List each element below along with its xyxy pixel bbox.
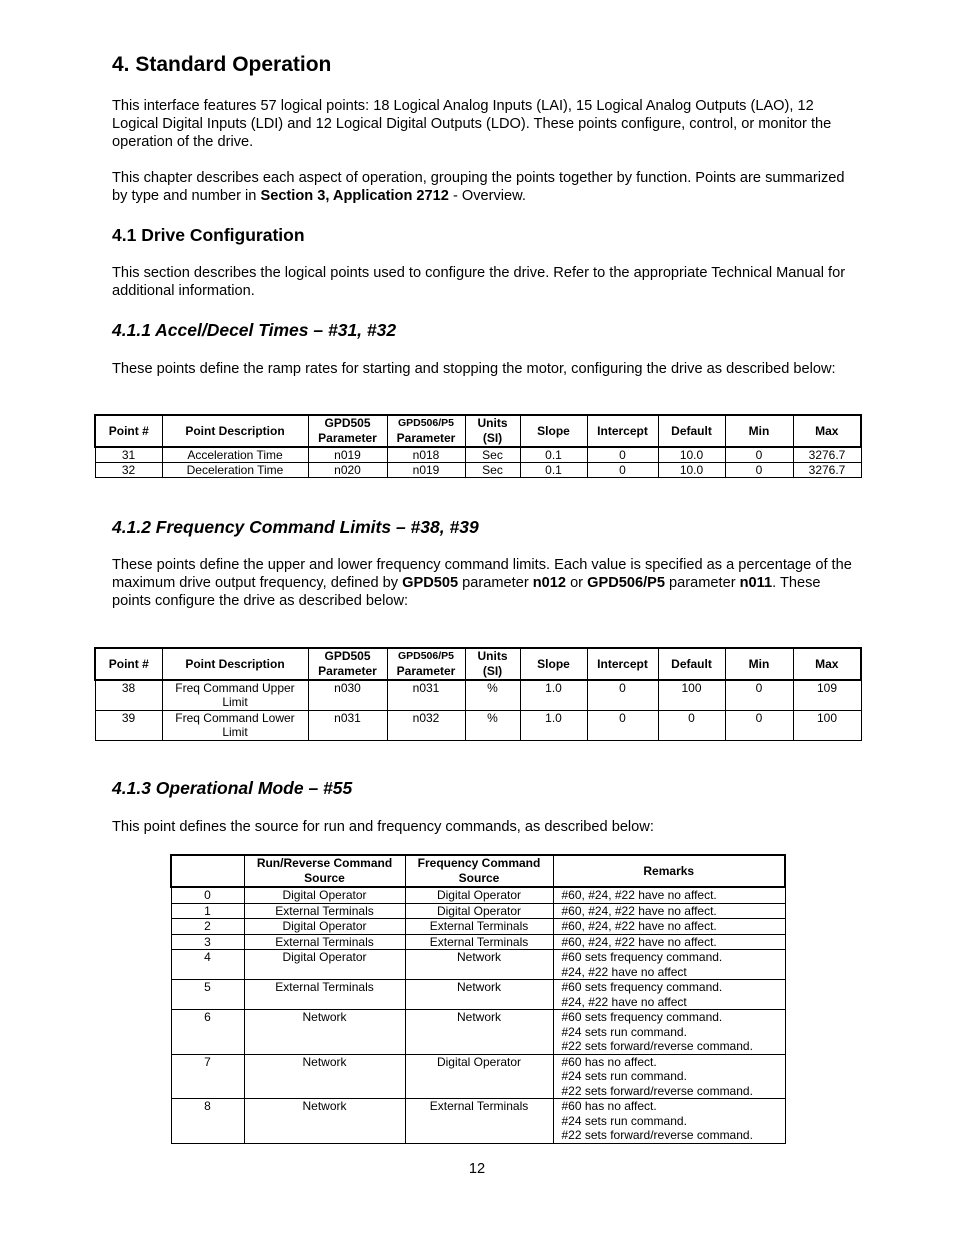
remark-line: #22 sets forward/reverse command. (561, 1128, 753, 1142)
cell-run-source: Digital Operator (244, 950, 405, 980)
cell-max: 3276.7 (793, 447, 861, 463)
remark-line: #60 has no affect. (561, 1054, 657, 1069)
cell-units: Sec (465, 463, 520, 478)
header-value (171, 855, 244, 887)
remark-line: #24 sets run command. (561, 1024, 687, 1039)
table-row (171, 903, 785, 919)
cell-freq-source: External Terminals (405, 934, 553, 950)
cell-max: 100 (793, 710, 861, 740)
table-row (171, 980, 785, 1010)
intro-text: This chapter describes each aspect of operation, grouping the points together by function. Points are summarized by type and number in (112, 170, 845, 204)
header-gpd505-line2: Parameter (318, 664, 377, 678)
header-gpd505-line2: Parameter (318, 431, 377, 445)
remark-line: #24 sets run command. (561, 1113, 687, 1128)
cell-slope: 0.1 (520, 463, 587, 478)
header-min: Min (725, 415, 793, 447)
cell-value: 7 (171, 1054, 244, 1099)
desc-line1: Freq Command Lower (175, 710, 295, 725)
header-min: Min (725, 648, 793, 680)
text-part: parameter (665, 575, 740, 591)
header-units-line2: (SI) (482, 664, 503, 678)
remark-line: #60 has no affect. (561, 1099, 657, 1113)
cell-description: Deceleration Time (162, 463, 308, 478)
cell-remarks (553, 934, 785, 950)
cell-remarks (553, 903, 785, 919)
desc-line2: Limit (222, 724, 248, 739)
section-4-1-heading: 4.1 Drive Configuration (112, 225, 305, 245)
cell-run-source: External Terminals (244, 903, 405, 919)
header-freq-line1: Frequency Command (417, 856, 541, 870)
header-gpd506-line2: Parameter (396, 664, 456, 678)
cell-run-source: Network (244, 1099, 405, 1144)
cell-gpd505: n031 (308, 710, 387, 740)
cell-freq-source: Digital Operator (405, 903, 553, 919)
cell-gpd505: n019 (308, 447, 387, 463)
section-4-1-2-heading: 4.1.2 Frequency Command Limits – #38, #39 (112, 517, 479, 537)
cell-slope: 0.1 (520, 447, 587, 463)
cell-value: 6 (171, 1010, 244, 1055)
cell-freq-source: Digital Operator (405, 1054, 553, 1099)
table-row (171, 1099, 785, 1144)
cell-default: 10.0 (658, 447, 725, 463)
intro-text-end: - Overview. (448, 188, 526, 204)
cell-default: 10.0 (658, 463, 725, 478)
header-gpd506 (387, 648, 465, 680)
cell-intercept: 0 (587, 710, 658, 740)
header-run-line2: Source (304, 871, 345, 885)
remark-line: #60 sets frequency command. (561, 1010, 723, 1024)
cell-max: 109 (793, 680, 861, 710)
remark-line: #60 sets frequency command. (561, 980, 723, 994)
header-max: Max (793, 415, 861, 447)
intro-paragraph-2 (112, 169, 852, 205)
cell-gpd505: n020 (308, 463, 387, 478)
header-description: Point Description (162, 415, 308, 447)
remark-line: #24, #22 have no affect (561, 964, 687, 979)
operational-mode-table (170, 854, 786, 1144)
cell-run-source: Digital Operator (244, 887, 405, 903)
cell-remarks (553, 1099, 785, 1144)
header-default: Default (658, 415, 725, 447)
section-4-1-3-text: This point defines the source for run and frequency commands, as described below: (112, 819, 654, 835)
cell-units: Sec (465, 447, 520, 463)
header-gpd506 (387, 415, 465, 447)
cell-remarks (553, 919, 785, 935)
cell-value: 0 (171, 887, 244, 903)
remark-line: #24 sets run command. (561, 1069, 687, 1083)
header-gpd506-line1: GPD506/P5 (397, 650, 455, 662)
header-units (465, 415, 520, 447)
cell-intercept: 0 (587, 463, 658, 478)
cell-value: 8 (171, 1099, 244, 1144)
header-max: Max (793, 648, 861, 680)
cell-default: 0 (658, 710, 725, 740)
table-row (95, 710, 861, 740)
cell-gpd506: n031 (387, 680, 465, 710)
section-4-1-1-text: These points define the ramp rates for starting and stopping the motor, configuring the drive as described below: (112, 361, 836, 377)
header-remarks: Remarks (553, 855, 785, 887)
header-gpd506-line1: GPD506/P5 (397, 417, 455, 429)
cell-default: 100 (658, 680, 725, 710)
cell-min: 0 (725, 463, 793, 478)
table-row (171, 934, 785, 950)
section-reference: Section 3, Application 2712 (260, 188, 449, 204)
page-number: 12 (468, 1161, 486, 1177)
cell-max: 3276.7 (793, 463, 861, 478)
cell-units: % (465, 710, 520, 740)
cell-gpd506: n019 (387, 463, 465, 478)
cell-intercept: 0 (587, 447, 658, 463)
text-part: or (566, 575, 588, 591)
cell-gpd506: n018 (387, 447, 465, 463)
cell-gpd505: n030 (308, 680, 387, 710)
header-freq-source (405, 855, 553, 887)
header-run-line1: Run/Reverse Command (256, 856, 393, 870)
table-header-row (171, 855, 785, 887)
cell-min: 0 (725, 710, 793, 740)
header-units-line2: (SI) (482, 431, 503, 445)
table-row (171, 887, 785, 903)
header-slope: Slope (520, 415, 587, 447)
section-4-1-1-heading: 4.1.1 Accel/Decel Times – #31, #32 (112, 320, 397, 340)
cell-run-source: External Terminals (244, 934, 405, 950)
table-row (95, 447, 861, 463)
cell-description (162, 680, 308, 710)
cell-slope: 1.0 (520, 710, 587, 740)
header-intercept: Intercept (587, 415, 658, 447)
desc-line1: Freq Command Upper (175, 681, 295, 695)
cell-point: 32 (95, 463, 162, 478)
remark-line: #22 sets forward/reverse command. (561, 1083, 753, 1098)
cell-intercept: 0 (587, 680, 658, 710)
table-row (95, 680, 861, 710)
frequency-limits-table (94, 647, 862, 741)
bold-n011: n011 (739, 575, 773, 591)
table-header-row (95, 415, 861, 447)
cell-value: 5 (171, 980, 244, 1010)
cell-value: 1 (171, 903, 244, 919)
cell-value: 4 (171, 950, 244, 980)
page-heading: 4. Standard Operation (112, 53, 332, 76)
cell-freq-source: Network (405, 950, 553, 980)
cell-min: 0 (725, 447, 793, 463)
header-slope: Slope (520, 648, 587, 680)
header-gpd505 (308, 415, 387, 447)
text-part: These points define the upper and lower frequency command limits. Each value is specified as a percentage of the maximum drive output frequency, defined by (112, 557, 852, 591)
text-part: parameter (458, 575, 533, 591)
header-units-line1: Units (477, 416, 508, 430)
cell-remarks (553, 1010, 785, 1055)
remark-line: #60, #24, #22 have no affect. (561, 903, 717, 918)
table-row (171, 950, 785, 980)
cell-run-source: External Terminals (244, 980, 405, 1010)
cell-min: 0 (725, 680, 793, 710)
cell-remarks (553, 950, 785, 980)
header-default: Default (658, 648, 725, 680)
bold-gpd506: GPD506/P5 (587, 575, 665, 591)
accel-decel-table (94, 414, 862, 478)
header-gpd505 (308, 648, 387, 680)
table-row (171, 1010, 785, 1055)
desc-line2: Limit (222, 695, 248, 709)
remark-line: #24, #22 have no affect (561, 994, 687, 1009)
remark-line: #60 sets frequency command. (561, 950, 723, 964)
cell-freq-source: Network (405, 1010, 553, 1055)
table-header-row (95, 648, 861, 680)
cell-remarks (553, 887, 785, 903)
cell-slope: 1.0 (520, 680, 587, 710)
cell-point: 38 (95, 680, 162, 710)
cell-freq-source: Digital Operator (405, 887, 553, 903)
header-gpd506-line2: Parameter (396, 431, 456, 445)
table-row (171, 1054, 785, 1099)
intro-paragraph-1: This interface features 57 logical points: 18 Logical Analog Inputs (LAI), 15 Logical Analog Outputs (LAO), 12 Logical Digital Inputs (LDI) and 12 Logical Digital Outputs (LDO). These points configure, control, or monitor the operation of the drive. (112, 98, 832, 150)
header-intercept: Intercept (587, 648, 658, 680)
section-4-1-text: This section describes the logical points used to configure the drive. Refer to the appropriate Technical Manual for additional information. (112, 265, 846, 299)
remark-line: #60, #24, #22 have no affect. (561, 919, 717, 933)
text-part: . These points configure the drive as described below: (112, 575, 821, 609)
cell-description (162, 710, 308, 740)
cell-value: 2 (171, 919, 244, 935)
bold-n012: n012 (532, 575, 567, 591)
cell-point: 31 (95, 447, 162, 463)
cell-units: % (465, 680, 520, 710)
header-gpd505-line1: GPD505 (324, 649, 371, 663)
table-row (95, 463, 861, 478)
header-gpd505-line1: GPD505 (324, 416, 371, 430)
cell-freq-source: Network (405, 980, 553, 1010)
header-units-line1: Units (477, 649, 508, 663)
cell-description: Acceleration Time (162, 447, 308, 463)
cell-remarks (553, 1054, 785, 1099)
remark-line: #60, #24, #22 have no affect. (561, 888, 717, 902)
header-freq-line2: Source (458, 871, 500, 885)
cell-gpd506: n032 (387, 710, 465, 740)
cell-run-source: Digital Operator (244, 919, 405, 935)
cell-point: 39 (95, 710, 162, 740)
cell-run-source: Network (244, 1054, 405, 1099)
section-4-1-2-text (112, 556, 857, 610)
header-point: Point # (95, 648, 162, 680)
table-row (171, 919, 785, 935)
header-point: Point # (95, 415, 162, 447)
header-description: Point Description (162, 648, 308, 680)
cell-freq-source: External Terminals (405, 919, 553, 935)
header-run-source (244, 855, 405, 887)
cell-value: 3 (171, 934, 244, 950)
remark-line: #60, #24, #22 have no affect. (561, 934, 717, 949)
header-units (465, 648, 520, 680)
remark-line: #22 sets forward/reverse command. (561, 1039, 753, 1053)
section-4-1-3-heading: 4.1.3 Operational Mode – #55 (112, 778, 353, 798)
cell-remarks (553, 980, 785, 1010)
bold-gpd505: GPD505 (402, 575, 459, 591)
cell-run-source: Network (244, 1010, 405, 1055)
cell-freq-source: External Terminals (405, 1099, 553, 1144)
